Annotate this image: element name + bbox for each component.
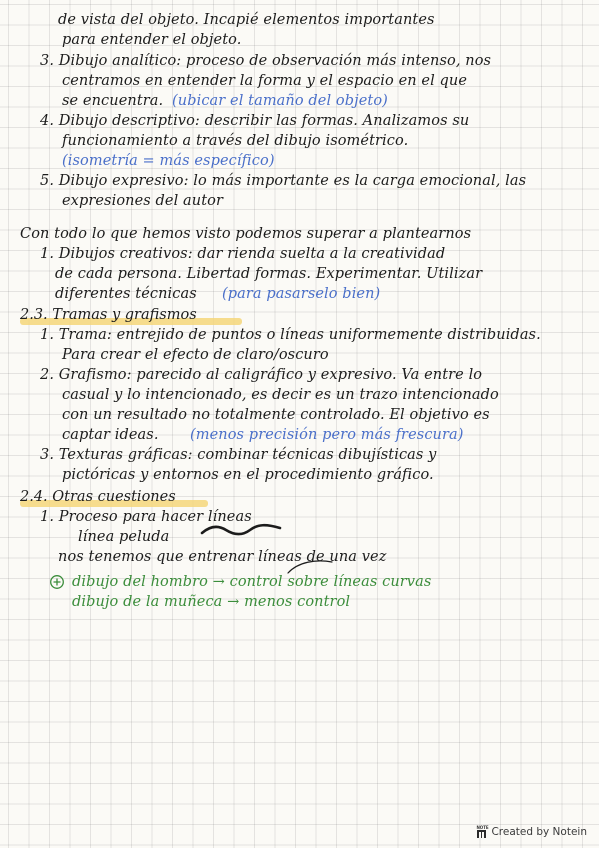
- note-line: captar ideas.: [62, 427, 159, 443]
- note-line: se encuentra.: [62, 93, 164, 109]
- hairy-line-sketch: [200, 520, 282, 542]
- notein-watermark: [476, 826, 587, 838]
- note-line: línea peluda: [78, 529, 170, 545]
- note-line: 3. Texturas gráficas: combinar técnicas dibujísticas y: [40, 447, 437, 463]
- note-line: nos tenemos que entrenar líneas de una vez: [58, 549, 387, 565]
- note-line: de cada persona. Libertad formas. Experimentar. Utilizar: [55, 266, 483, 282]
- annotation-green: dibujo del hombro → control sobre líneas curvas: [72, 574, 432, 590]
- note-line: con un resultado no totalmente controlado. El objetivo es: [62, 407, 490, 423]
- note-line: 4. Dibujo descriptivo: describir las formas. Analizamos su: [40, 113, 470, 129]
- note-line: 1. Trama: entrejido de puntos o líneas uniformemente distribuidas.: [40, 327, 541, 343]
- note-line: diferentes técnicas: [55, 286, 197, 302]
- notein-logo-icon: NOTE: [476, 826, 487, 838]
- note-line: 3. Dibujo analítico: proceso de observación más intenso, nos: [40, 53, 492, 69]
- note-line: 2. Grafismo: parecido al caligráfico y expresivo. Va entre lo: [40, 367, 483, 383]
- plus-circle-icon: [49, 574, 65, 590]
- note-line: para entender el objeto.: [62, 32, 242, 48]
- note-line: Con todo lo que hemos visto podemos superar a plantearnos: [20, 226, 472, 242]
- note-line: pictóricas y entornos en el procedimiento gráfico.: [62, 467, 434, 483]
- note-line: funcionamiento a través del dibujo isométrico.: [62, 133, 409, 149]
- annotation-green: dibujo de la muñeca → menos control: [72, 594, 351, 610]
- note-line: Para crear el efecto de claro/oscuro: [62, 347, 329, 363]
- note-line: 5. Dibujo expresivo: lo más importante es la carga emocional, las: [40, 173, 527, 189]
- annotation-blue: (para pasarselo bien): [222, 286, 381, 302]
- note-line: casual y lo intencionado, es decir es un trazo intencionado: [62, 387, 499, 403]
- note-line: de vista del objeto. Incapié elementos importantes: [58, 12, 435, 28]
- note-line: centramos en entender la forma y el espacio en el que: [62, 73, 468, 89]
- annotation-blue: (menos precisión pero más frescura): [190, 427, 464, 443]
- annotation-blue: (ubicar el tamaño del objeto): [172, 93, 388, 109]
- note-line: 1. Dibujos creativos: dar rienda suelta a la creatividad: [40, 246, 446, 262]
- note-line: expresiones del autor: [62, 193, 224, 209]
- section-heading: 2.3. Tramas y grafismos: [20, 307, 197, 323]
- note-line: 1. Proceso para hacer líneas: [40, 509, 252, 525]
- annotation-blue: (isometría = más específico): [62, 153, 275, 169]
- section-heading: 2.4. Otras cuestiones: [20, 489, 176, 505]
- footer-label: Created by Notein: [491, 826, 587, 838]
